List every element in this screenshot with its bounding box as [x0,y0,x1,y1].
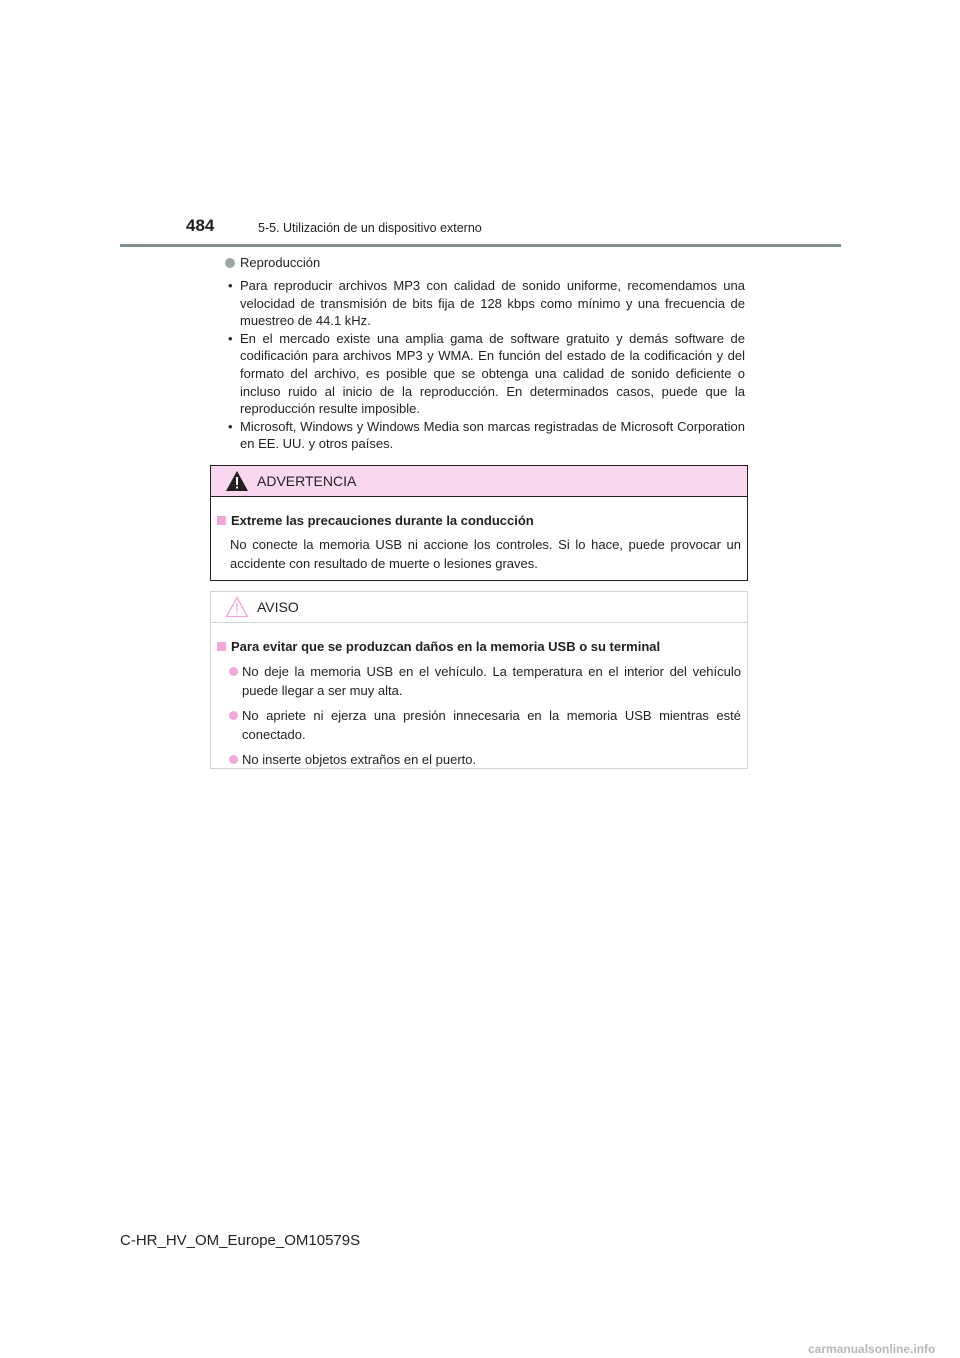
notice-item-text: No apriete ni ejerza una presión innecesaria en la memoria USB mientras esté conectado. [242,708,741,742]
bullet-marker: • [228,418,233,434]
header-rule [120,244,841,247]
square-bullet-icon [217,516,226,525]
watermark[interactable]: carmanualsonline.info [808,1342,936,1356]
notice-header [211,592,747,623]
notice-title [217,637,741,656]
caution-triangle-icon [225,596,249,618]
page-number: 484 [186,216,215,235]
bullet-marker: • [228,278,233,293]
notice-item-text: No deje la memoria USB en el vehículo. La temperatura en el interior del vehículo puede llegar a ser muy alta. [242,664,741,698]
reproduccion-heading-label: Reproducción [240,255,321,270]
bullet-dot-icon [229,755,238,764]
warning-body [211,497,747,573]
warning-text: No conecte la memoria USB ni accione los controles. Si lo hace, puede provocar un accidente con resultado de muerte o lesiones graves. [230,537,741,571]
warning-box [210,465,748,581]
list-item [230,277,745,330]
warning-triangle-icon [225,470,249,492]
notice-label: AVISO [257,599,299,615]
bullet-text: Para reproducir archivos MP3 con calidad de sonido uniforme, recomendamos una velocidad de transmisión de bits fija de 128 kbps como mínimo y una frecuencia de muestreo de 44.1 kHz. [240,278,745,329]
document-id: C-HR_HV_OM_Europe_OM10579S [120,1232,361,1249]
list-item [217,750,741,769]
bullet-dot-icon [225,258,235,268]
bullet-text: En el mercado existe una amplia gama de software gratuito y demás software de codificación para archivos MP3 y WMA. En función del estado de la codificación y del formato del archivo, es posible que se obtenga una calidad de sonido deficiente o incluso ruido al inicio de la reproducción. En determinados casos, puede que la reproducción resulte imposible. [240,330,745,417]
section-title: 5-5. Utilización de un dispositivo externo [258,221,482,235]
bullet-dot-icon [229,667,238,676]
warning-title [217,511,741,530]
reproduccion-bullet-list [230,277,745,453]
warning-label: ADVERTENCIA [257,473,357,489]
warning-title-text: Extreme las precauciones durante la conducción [231,513,534,528]
notice-box [210,591,748,769]
warning-header [211,466,747,497]
reproduccion-heading [225,255,320,270]
bullet-dot-icon [229,711,238,720]
list-item [217,706,741,744]
notice-item-text: No inserte objetos extraños en el puerto. [242,752,477,767]
notice-body [211,623,747,769]
bullet-marker: • [228,330,233,346]
notice-title-text: Para evitar que se produzcan daños en la memoria USB o su terminal [231,639,661,654]
list-item [230,330,745,418]
square-bullet-icon [217,642,226,651]
list-item [230,418,745,453]
list-item [217,662,741,700]
bullet-text: Microsoft, Windows y Windows Media son marcas registradas de Microsoft Corporation en EE. UU. y otros países. [240,418,745,452]
